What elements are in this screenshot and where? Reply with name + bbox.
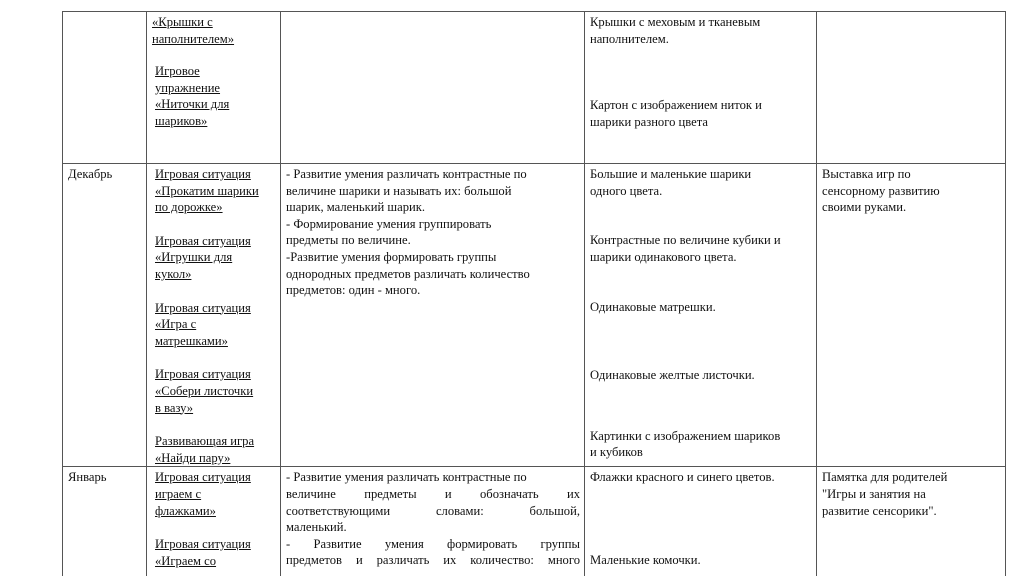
material-line: одного цвета. — [590, 183, 663, 198]
activity-line: флажками» — [155, 503, 216, 518]
table-row — [63, 164, 1006, 467]
month-cell: Январь — [63, 467, 147, 576]
parents-cell — [817, 467, 1006, 576]
material-line: Крышки с меховым и тканевым — [590, 15, 761, 29]
material-line: шарики разного цвета — [590, 114, 708, 129]
activities-cell — [147, 164, 281, 467]
activity-line: «Крышки с — [152, 15, 213, 29]
material-line: Одинаковые желтые листочки. — [590, 367, 755, 382]
table-row — [63, 467, 1006, 576]
activities-cell — [147, 12, 281, 164]
goal-line: шарик, маленький шарик. — [286, 200, 426, 215]
goal-line: - Развитие умения формировать группы — [286, 536, 580, 551]
material-line: Флажки красного и синего цветов. — [590, 470, 775, 485]
activity-line: наполнителем» — [152, 31, 235, 46]
month-cell — [63, 12, 147, 164]
goal-line: маленький. — [286, 520, 347, 535]
activities-cell — [147, 467, 281, 576]
goals-cell — [281, 467, 585, 576]
activity-line: Игровая ситуация — [155, 470, 251, 485]
activity-line: Развивающая игра — [155, 434, 255, 449]
parents-line: Выставка игр по — [822, 167, 911, 181]
material-line: шарики одинакового цвета. — [590, 249, 737, 264]
activity-line: Игровая ситуация — [155, 367, 251, 382]
activity-line: Игровая ситуация — [155, 300, 251, 315]
table-row — [63, 12, 1006, 164]
goal-line: величине шарики и называть их: большой — [286, 183, 512, 198]
plan-table — [62, 11, 1006, 576]
activity-line: матрешками» — [155, 333, 228, 348]
activity-line: «Собери листочки — [155, 383, 254, 398]
goals-cell — [281, 164, 585, 467]
parents-line: развитие сенсорики". — [822, 503, 937, 518]
goal-line: предметов и различать их количество: много — [286, 553, 580, 568]
goal-line: однородных предметов различать количество — [286, 266, 530, 281]
activity-line: «Прокатим шарики — [155, 183, 259, 198]
activity-line: играем с — [155, 486, 202, 501]
goal-line: соответствующими словами: большой, — [286, 503, 580, 518]
activity-line: упражнение — [155, 80, 221, 95]
materials-cell — [585, 467, 817, 576]
parents-line: сенсорному развитию — [822, 183, 940, 198]
activity-line: шариков» — [155, 113, 208, 128]
activity-line: «Игрушки для — [155, 250, 233, 265]
parents-cell — [817, 164, 1006, 467]
parents-cell — [817, 12, 1006, 164]
material-line: Контрастные по величине кубики и — [590, 233, 781, 248]
goals-cell — [281, 12, 585, 164]
material-line: Одинаковые матрешки. — [590, 300, 716, 315]
goal-line: - Развитие умения различать контрастные по — [286, 167, 527, 181]
month-cell: Декабрь — [63, 164, 147, 467]
activity-line: в вазу» — [155, 400, 194, 415]
activity-line: кукол» — [155, 266, 192, 281]
material-line: Картинки с изображением шариков — [590, 428, 781, 443]
material-line: наполнителем. — [590, 31, 669, 46]
material-line: Большие и маленькие шарики — [590, 167, 752, 181]
goal-line: предметы по величине. — [286, 233, 411, 248]
goal-line: предметов: один - много. — [286, 283, 421, 298]
activity-line: по дорожке» — [155, 200, 223, 215]
goal-line: величине предметы и обозначать их — [286, 486, 580, 501]
activity-line: «Играем со — [155, 553, 217, 568]
parents-line: своими руками. — [822, 200, 907, 215]
parents-line: Памятка для родителей — [822, 470, 948, 485]
activity-line: «Игра с — [155, 317, 197, 332]
materials-cell — [585, 164, 817, 467]
activity-line: «Найди пару» — [155, 450, 231, 465]
goal-line: -Развитие умения формировать группы — [286, 249, 497, 264]
activity-line: Игровая ситуация — [155, 233, 251, 248]
material-line: Картон с изображением ниток и — [590, 98, 762, 113]
parents-line: "Игры и занятия на — [822, 486, 926, 501]
goal-line: - Формирование умения группировать — [286, 216, 492, 231]
activity-line: Игровая ситуация — [155, 167, 251, 181]
materials-cell — [585, 12, 817, 164]
activity-line: Игровое — [155, 64, 200, 79]
goal-line: - Развитие умения различать контрастные по — [286, 470, 527, 485]
material-line: и кубиков — [590, 445, 643, 460]
material-line: Маленькие комочки. — [590, 552, 701, 567]
activity-line: Игровая ситуация — [155, 537, 251, 552]
activity-line: «Ниточки для — [155, 97, 230, 112]
